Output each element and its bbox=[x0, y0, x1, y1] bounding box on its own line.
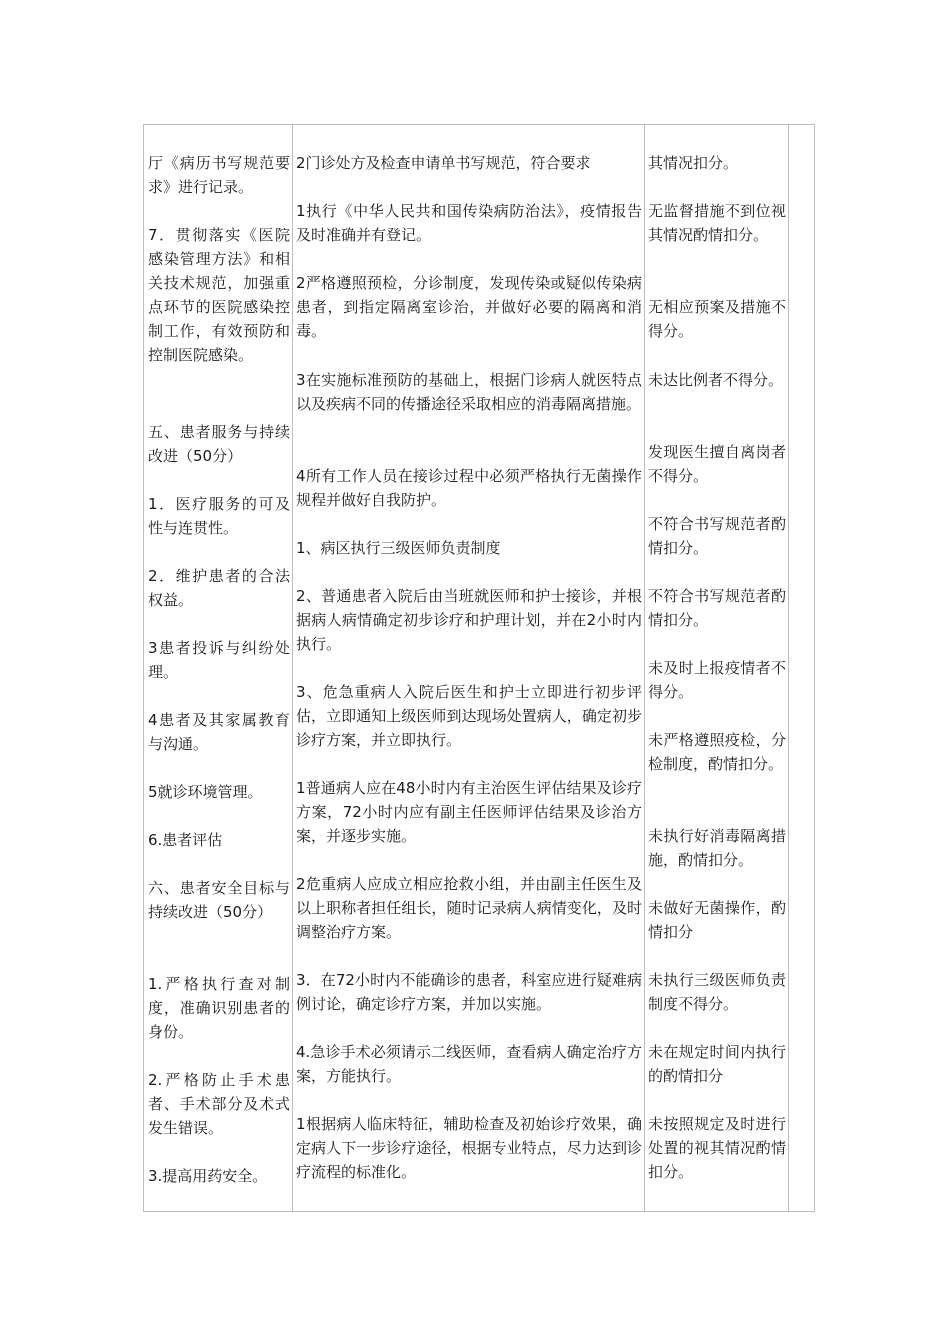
scoring-item: 其情况扣分。 bbox=[648, 154, 739, 172]
scoring-item: 无监督措施不到位视其情况酌情扣分。 bbox=[648, 202, 786, 244]
standard-item: 6.患者评估 bbox=[148, 831, 223, 849]
standard-item: 7．贯彻落实《医院感染管理方法》和相关技术规范，加强重点环节的医院感染控制工作，有效预防和控制医院感染。 bbox=[148, 226, 290, 364]
scoring-item: 未严格遵照疫检，分检制度，酌情扣分。 bbox=[648, 731, 786, 773]
scoring-item: 无相应预案及措施不得分。 bbox=[648, 298, 786, 340]
scoring-item: 未执行三级医师负责制度不得分。 bbox=[648, 971, 786, 1013]
requirement-item: 1、病区执行三级医师负责制度 bbox=[296, 539, 501, 557]
standards-column bbox=[146, 125, 292, 1211]
requirement-item: 2危重病人应成立相应抢救小组，并由副主任医生及以上职称者担任组长，随时记录病人病情变化，及时调整治疗方案。 bbox=[296, 875, 642, 941]
standard-item: 5就诊环境管理。 bbox=[148, 783, 263, 801]
scoring-item: 未在规定时间内执行的酌情扣分 bbox=[648, 1043, 786, 1085]
column-divider bbox=[788, 125, 789, 1211]
requirement-item: 2严格遵照预检，分诊制度，发现传染或疑似传染病患者，到指定隔离室诊治，并做好必要的隔离和消毒。 bbox=[296, 274, 642, 340]
standard-item: 厅《病历书写规范要求》进行记录。 bbox=[148, 154, 290, 196]
requirement-item: 1执行《中华人民共和国传染病防治法》，疫情报告及时准确并有登记。 bbox=[296, 202, 642, 244]
standard-item: 1.严格执行查对制度，准确识别患者的身份。 bbox=[148, 975, 290, 1041]
standard-item: 3.提高用药安全。 bbox=[148, 1167, 268, 1185]
requirement-item: 4所有工作人员在接诊过程中必须严格执行无菌操作规程并做好自我防护。 bbox=[296, 467, 642, 509]
requirement-item: 3、危急重病人入院后医生和护士立即进行初步评估，立即通知上级医师到达现场处置病人，确定初步诊疗方案，并立即执行。 bbox=[296, 683, 642, 749]
scoring-column bbox=[646, 125, 788, 1211]
scoring-item: 不符合书写规范者酌情扣分。 bbox=[648, 515, 786, 557]
section-heading: 六、患者安全目标与持续改进（50分） bbox=[148, 879, 290, 921]
standard-item: 3患者投诉与纠纷处理。 bbox=[148, 639, 290, 681]
column-divider bbox=[292, 125, 293, 1211]
requirement-item: 3．在72小时内不能确诊的患者，科室应进行疑难病例讨论，确定诊疗方案，并加以实施。 bbox=[296, 971, 642, 1013]
column-divider bbox=[644, 125, 645, 1211]
standard-item: 2．维护患者的合法权益。 bbox=[148, 567, 290, 609]
requirement-item: 3在实施标准预防的基础上，根据门诊病人就医特点以及疾病不同的传播途径采取相应的消毒隔离措施。 bbox=[296, 371, 642, 413]
scoring-item: 未达比例者不得分。 bbox=[648, 371, 784, 389]
scoring-item: 未执行好消毒隔离措施，酌情扣分。 bbox=[648, 827, 786, 869]
standard-item: 2.严格防止手术患者、手术部分及术式发生错误。 bbox=[148, 1071, 290, 1137]
scoring-item: 发现医生擅自离岗者不得分。 bbox=[648, 443, 786, 485]
scoring-item: 未按照规定及时进行处置的视其情况酌情扣分。 bbox=[648, 1115, 786, 1181]
scoring-item: 未及时上报疫情者不得分。 bbox=[648, 659, 786, 701]
requirement-item: 4.急诊手术必须请示二线医师，查看病人确定治疗方案，方能执行。 bbox=[296, 1043, 642, 1085]
section-heading: 五、患者服务与持续改进（50分） bbox=[148, 423, 290, 465]
empty-column bbox=[790, 125, 814, 1211]
standard-item: 4患者及其家属教育与沟通。 bbox=[148, 711, 290, 753]
requirement-item: 1普通病人应在48小时内有主治医生评估结果及诊疗方案，72小时内应有副主任医师评估结果及诊治方案，并逐步实施。 bbox=[296, 779, 642, 845]
scoring-item: 未做好无菌操作，酌情扣分 bbox=[648, 899, 786, 941]
scoring-item: 不符合书写规范者酌情扣分。 bbox=[648, 587, 786, 629]
requirement-item: 2门诊处方及检查申请单书写规范，符合要求 bbox=[296, 154, 591, 172]
standard-item: 1．医疗服务的可及性与连贯性。 bbox=[148, 495, 290, 537]
requirement-item: 2、普通患者入院后由当班就医师和护士接诊，并根据病人病情确定初步诊疗和护理计划，并在2小时内执行。 bbox=[296, 587, 642, 653]
assessment-table bbox=[143, 124, 815, 1212]
requirement-item: 1根据病人临床特征，辅助检查及初始诊疗效果，确定病人下一步诊疗途径，根据专业特点，尽力达到诊疗流程的标准化。 bbox=[296, 1115, 642, 1181]
requirements-column bbox=[294, 125, 644, 1211]
